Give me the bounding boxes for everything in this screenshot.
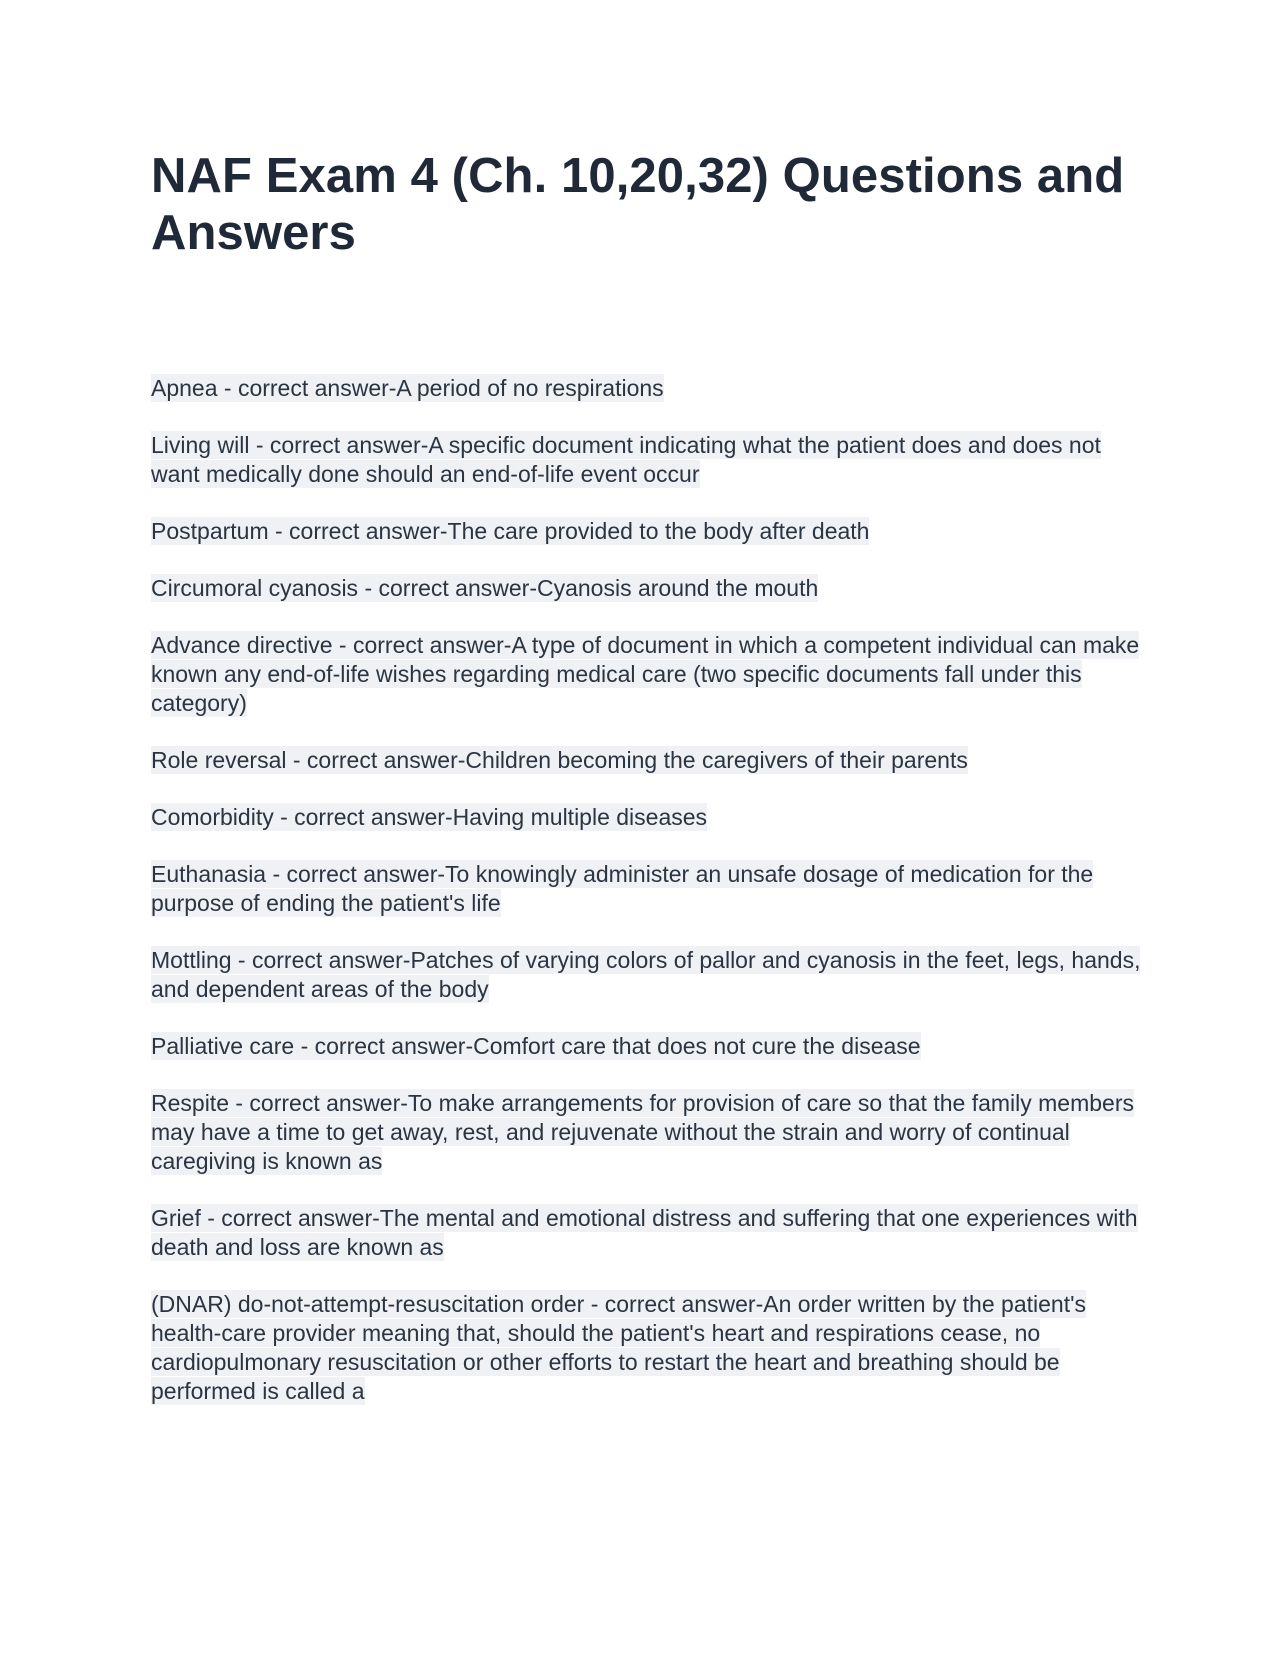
qa-item-postpartum bbox=[151, 517, 1141, 546]
qa-item-euthanasia bbox=[151, 860, 1141, 918]
qa-item-mottling bbox=[151, 946, 1141, 1004]
qa-item-palliative-care bbox=[151, 1032, 1141, 1061]
qa-item-apnea bbox=[151, 374, 1141, 403]
qa-text: Palliative care - correct answer-Comfort care that does not cure the disease bbox=[151, 1033, 921, 1059]
qa-item-role-reversal bbox=[151, 746, 1141, 775]
document-title: NAF Exam 4 (Ch. 10,20,32) Questions and Answers bbox=[151, 149, 1125, 260]
qa-item-dnar bbox=[151, 1290, 1141, 1406]
qa-item-living-will bbox=[151, 431, 1141, 489]
qa-item-respite bbox=[151, 1089, 1141, 1176]
qa-text: Circumoral cyanosis - correct answer-Cyanosis around the mouth bbox=[151, 575, 819, 601]
document-page bbox=[151, 148, 1141, 1434]
qa-item-comorbidity bbox=[151, 803, 1141, 832]
qa-text: Living will - correct answer-A specific document indicating what the patient does and does not want medically done should an end-of-life event occur bbox=[151, 432, 1101, 487]
qa-text: Postpartum - correct answer-The care provided to the body after death bbox=[151, 518, 870, 544]
qa-text: Mottling - correct answer-Patches of varying colors of pallor and cyanosis in the feet, legs, hands, and dependent areas of the body bbox=[151, 947, 1141, 1002]
qa-text: Grief - correct answer-The mental and emotional distress and suffering that one experiences with death and loss are known as bbox=[151, 1205, 1138, 1260]
qa-item-grief bbox=[151, 1204, 1141, 1262]
qa-text: Apnea - correct answer-A period of no respirations bbox=[151, 375, 664, 401]
qa-text: (DNAR) do-not-attempt-resuscitation order - correct answer-An order written by the patient's health-care provider meaning that, should the patient's heart and respirations cease, no cardiopulmonary resuscitation or other efforts to restart the heart and breathing should be performed is called a bbox=[151, 1291, 1086, 1404]
qa-item-advance-directive bbox=[151, 631, 1141, 718]
qa-text: Comorbidity - correct answer-Having multiple diseases bbox=[151, 804, 708, 830]
qa-text: Respite - correct answer-To make arrangements for provision of care so that the family members may have a time to get away, rest, and rejuvenate without the strain and worry of continual caregiving is known as bbox=[151, 1090, 1134, 1174]
qa-text: Euthanasia - correct answer-To knowingly administer an unsafe dosage of medication for the purpose of ending the patient's life bbox=[151, 861, 1094, 916]
qa-list bbox=[151, 374, 1141, 1406]
qa-item-circumoral-cyanosis bbox=[151, 574, 1141, 603]
qa-text: Advance directive - correct answer-A type of document in which a competent individual can make known any end-of-life wishes regarding medical care (two specific documents fall under this category) bbox=[151, 632, 1140, 716]
qa-text: Role reversal - correct answer-Children becoming the caregivers of their parents bbox=[151, 747, 968, 773]
